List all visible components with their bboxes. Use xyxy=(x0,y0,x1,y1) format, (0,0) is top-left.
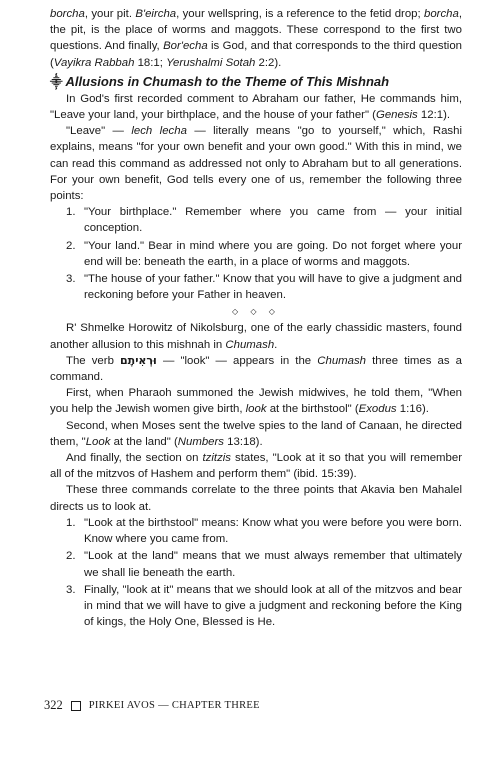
section-heading xyxy=(50,73,462,91)
paragraph xyxy=(50,482,462,514)
text-run: "Leave" — xyxy=(66,125,132,138)
hebrew-word: וּרְאִיתֶם xyxy=(120,353,157,367)
text-run: — "look" — appears in the xyxy=(156,354,318,367)
text-run: . xyxy=(274,338,278,351)
list-item xyxy=(50,238,462,270)
list-item-text: "Your birthplace." Remember where you came from — your initial conception. xyxy=(84,206,462,235)
list-number: 1. xyxy=(66,206,76,219)
numbered-list-1 xyxy=(50,204,462,303)
text-run: These three commands correlate to the three points that Akavia ben Mahalel directs us to look at. xyxy=(50,484,462,513)
text-run: First, when Pharaoh summoned the Jewish midwives, he told them, "When you help the Jewish women give birth, xyxy=(50,387,462,416)
list-number: 3. xyxy=(66,583,76,596)
italic-text: Bor'echa xyxy=(163,40,208,53)
italic-text: Numbers xyxy=(177,435,224,448)
text-run: R' Shmelke Horowitz of Nikolsburg, one of the early chassidic masters, found another allusion to this mishnah in xyxy=(50,322,462,351)
paragraph xyxy=(50,450,462,482)
text-run: — literally means "go to yourself," which, Rashi explains, means "for your own benefit and your own good." With this in mind, we can read this command as addressed not only to Abraham but to all generations. For your own benefit, God tells every one of us, remember the following three points: xyxy=(50,125,462,203)
section-divider: ◇ ◇ ◇ xyxy=(232,307,280,317)
text-run: 13:18). xyxy=(224,435,263,448)
text-run: at the birthstool" ( xyxy=(266,403,359,416)
paragraph xyxy=(50,91,462,123)
italic-text: Genesis xyxy=(375,109,418,122)
running-head: PIRKEI AVOS — CHAPTER THREE xyxy=(88,700,260,711)
page-number: 322 xyxy=(44,698,63,712)
text-run: , your pit. xyxy=(84,8,136,20)
italic-text: borcha xyxy=(50,8,85,20)
list-item-text: "Your land." Bear in mind where you are going. Do not forget where your end will be: beneath the earth, in a place of worms and maggots. xyxy=(84,239,462,268)
ornament-icon: ⸎ xyxy=(50,74,63,89)
list-item-text: "Look at the land" means that we must always remember that ultimately we shall lie beneath the earth. xyxy=(84,550,462,579)
paragraph xyxy=(50,353,462,385)
square-icon xyxy=(71,701,81,711)
text-run: In God's first recorded comment to Abraham our father, He commands him, "Leave your land, your birthplace, and the house of your father" ( xyxy=(50,92,462,122)
italic-text: Exodus xyxy=(358,403,397,416)
page-footer xyxy=(44,698,260,713)
italic-text: Vayikra Rabbah xyxy=(53,56,135,69)
text-run: at the land" ( xyxy=(110,435,178,448)
text-run: The verb xyxy=(66,354,121,367)
list-item-text: "Look at the birthstool" means: Know what you were before you were born. Know where you came from. xyxy=(84,516,462,546)
text-run: 18:1; xyxy=(134,56,167,69)
list-item-text: Finally, "look at it" means that we should look at all of the mitzvos and bear in mind that we will have to give a judgment and reckoning before the King of kings, the Holy One, Blessed is He. xyxy=(84,583,462,629)
list-item xyxy=(50,515,462,547)
text-run: 1:16). xyxy=(396,403,429,416)
italic-text: Chumash xyxy=(317,354,367,367)
italic-text: tzitzis xyxy=(202,452,231,465)
text-run: states, "Look at it so that you will remember all of the mitzvos of Hashem and perform them" (ibid. 15:39). xyxy=(50,452,462,481)
text-run: , the pit, is the place of worms and maggots. These correspond to the first two questions. And finally, xyxy=(50,8,462,53)
section-heading-text: Allusions in Chumash to the Theme of This Mishnah xyxy=(65,73,390,89)
text-run: Second, when Moses sent the twelve spies to the land of Canaan, he directed them, " xyxy=(50,419,462,448)
main-text xyxy=(50,6,462,630)
text-run: is God, and that corresponds to the third question ( xyxy=(50,40,462,69)
paragraph xyxy=(50,123,462,204)
list-item xyxy=(50,548,462,580)
text-run: three times as a command. xyxy=(50,354,463,384)
list-item xyxy=(50,582,462,631)
paragraph xyxy=(50,320,462,352)
italic-text: look xyxy=(245,403,267,416)
text-run: And finally, the section on xyxy=(66,452,203,465)
list-number: 2. xyxy=(66,550,76,563)
italic-text: Chumash xyxy=(225,338,275,351)
list-number: 2. xyxy=(66,239,76,252)
list-number: 3. xyxy=(66,273,76,286)
list-item xyxy=(50,204,462,236)
paragraph-intro xyxy=(50,6,462,71)
list-number: 1. xyxy=(66,516,76,529)
italic-text: B'eircha xyxy=(135,8,177,20)
text-run: , your wellspring, is a reference to the fetid drop; xyxy=(176,8,424,20)
list-item xyxy=(50,271,462,303)
paragraph xyxy=(50,385,462,417)
italic-text: Yerushalmi Sotah xyxy=(166,56,256,69)
italic-text: Look xyxy=(85,435,111,448)
text-run: 12:1). xyxy=(417,109,451,122)
italic-text: borcha xyxy=(423,8,459,20)
italic-text: lech lecha xyxy=(131,125,187,138)
paragraph xyxy=(50,418,462,450)
numbered-list-2 xyxy=(50,515,462,630)
list-item-text: "The house of your father." Know that you will have to give a judgment and reckoning before your Father in heaven. xyxy=(84,273,462,302)
text-run: 2:2). xyxy=(255,56,282,69)
